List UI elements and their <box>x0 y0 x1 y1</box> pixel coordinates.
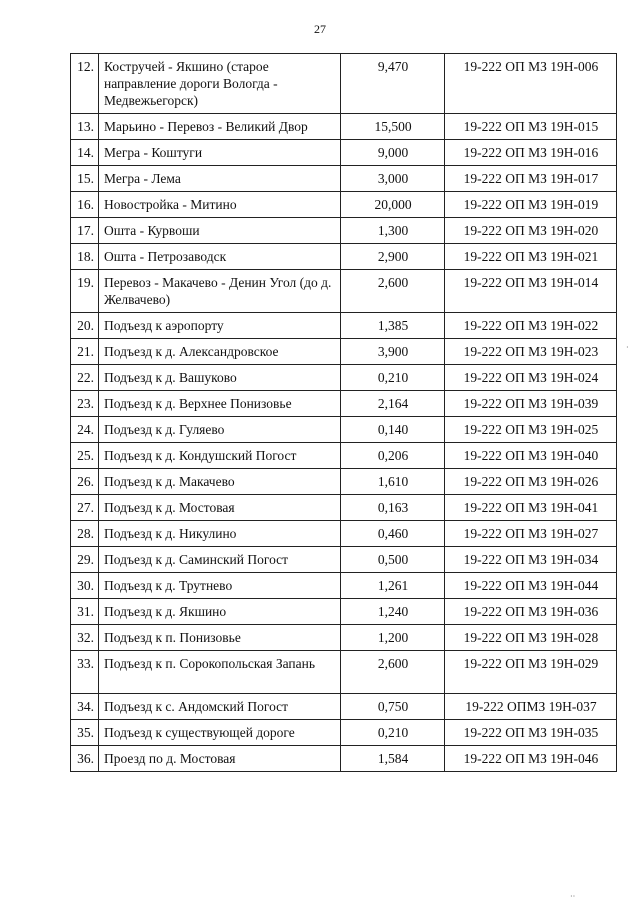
road-length: 0,206 <box>341 443 445 469</box>
road-length: 1,261 <box>341 573 445 599</box>
road-name: Подъезд к с. Андомский Погост <box>99 694 341 720</box>
road-length: 0,210 <box>341 365 445 391</box>
road-id-code: 19-222 ОП МЗ 19Н-016 <box>445 140 617 166</box>
table-row <box>71 746 617 772</box>
road-name: Подъезд к д. Никулино <box>99 521 341 547</box>
road-name: Ошта - Петрозаводск <box>99 244 341 270</box>
row-number: 19. <box>71 270 99 313</box>
table-row <box>71 166 617 192</box>
table-row <box>71 114 617 140</box>
road-length: 1,240 <box>341 599 445 625</box>
row-number: 27. <box>71 495 99 521</box>
row-number: 28. <box>71 521 99 547</box>
road-length: 9,000 <box>341 140 445 166</box>
row-number: 16. <box>71 192 99 218</box>
road-name: Марьино - Перевоз - Великий Двор <box>99 114 341 140</box>
row-number: 25. <box>71 443 99 469</box>
road-name: Ошта - Курвоши <box>99 218 341 244</box>
road-name: Проезд по д. Мостовая <box>99 746 341 772</box>
road-name: Новостройка - Митино <box>99 192 341 218</box>
row-number: 35. <box>71 720 99 746</box>
road-id-code: 19-222 ОП МЗ 19Н-023 <box>445 339 617 365</box>
table-row <box>71 140 617 166</box>
road-length: 3,000 <box>341 166 445 192</box>
road-name: Подъезд к д. Кондушский Погост <box>99 443 341 469</box>
row-number: 17. <box>71 218 99 244</box>
roads-table-body <box>71 54 617 772</box>
road-id-code: 19-222 ОП МЗ 19Н-014 <box>445 270 617 313</box>
row-number: 23. <box>71 391 99 417</box>
row-number: 18. <box>71 244 99 270</box>
road-name: Мегра - Коштуги <box>99 140 341 166</box>
scan-speck: ·· <box>570 892 576 901</box>
table-row <box>71 625 617 651</box>
row-number: 13. <box>71 114 99 140</box>
table-row <box>71 720 617 746</box>
road-id-code: 19-222 ОПМЗ 19Н-037 <box>445 694 617 720</box>
road-id-code: 19-222 ОП МЗ 19Н-020 <box>445 218 617 244</box>
road-name: Подъезд к д. Саминский Погост <box>99 547 341 573</box>
road-name: Подъезд к п. Сорокопольская Запань <box>99 651 341 694</box>
road-id-code: 19-222 ОП МЗ 19Н-041 <box>445 495 617 521</box>
row-number: 29. <box>71 547 99 573</box>
table-row <box>71 365 617 391</box>
road-name: Подъезд к существующей дороге <box>99 720 341 746</box>
road-name: Подъезд к д. Вашуково <box>99 365 341 391</box>
road-length: 2,600 <box>341 651 445 694</box>
road-id-code: 19-222 ОП МЗ 19Н-022 <box>445 313 617 339</box>
road-length: 0,750 <box>341 694 445 720</box>
table-row <box>71 443 617 469</box>
row-number: 15. <box>71 166 99 192</box>
scan-speck: · <box>626 343 629 352</box>
table-row <box>71 495 617 521</box>
road-length: 0,163 <box>341 495 445 521</box>
road-length: 15,500 <box>341 114 445 140</box>
table-row <box>71 218 617 244</box>
road-length: 1,584 <box>341 746 445 772</box>
table-row <box>71 339 617 365</box>
roads-table <box>70 53 617 772</box>
road-id-code: 19-222 ОП МЗ 19Н-024 <box>445 365 617 391</box>
road-length: 0,140 <box>341 417 445 443</box>
table-row <box>71 313 617 339</box>
table-row <box>71 573 617 599</box>
road-id-code: 19-222 ОП МЗ 19Н-019 <box>445 192 617 218</box>
table-row <box>71 270 617 313</box>
table-row <box>71 547 617 573</box>
road-name: Подъезд к д. Мостовая <box>99 495 341 521</box>
road-length: 1,385 <box>341 313 445 339</box>
road-id-code: 19-222 ОП МЗ 19Н-040 <box>445 443 617 469</box>
road-id-code: 19-222 ОП МЗ 19Н-027 <box>445 521 617 547</box>
road-id-code: 19-222 ОП МЗ 19Н-006 <box>445 54 617 114</box>
row-number: 26. <box>71 469 99 495</box>
road-id-code: 19-222 ОП МЗ 19Н-021 <box>445 244 617 270</box>
road-id-code: 19-222 ОП МЗ 19Н-017 <box>445 166 617 192</box>
road-length: 2,600 <box>341 270 445 313</box>
road-name: Подъезд к п. Понизовье <box>99 625 341 651</box>
road-length: 20,000 <box>341 192 445 218</box>
table-row <box>71 54 617 114</box>
road-length: 2,164 <box>341 391 445 417</box>
road-name: Перевоз - Макачево - Денин Угол (до д. Желвачево) <box>99 270 341 313</box>
page-number: 27 <box>314 22 326 36</box>
road-id-code: 19-222 ОП МЗ 19Н-026 <box>445 469 617 495</box>
road-name: Мегра - Лема <box>99 166 341 192</box>
road-length: 9,470 <box>341 54 445 114</box>
road-length: 0,500 <box>341 547 445 573</box>
road-length: 1,300 <box>341 218 445 244</box>
row-number: 21. <box>71 339 99 365</box>
road-length: 0,460 <box>341 521 445 547</box>
table-row <box>71 599 617 625</box>
road-name: Подъезд к д. Верхнее Понизовье <box>99 391 341 417</box>
row-number: 24. <box>71 417 99 443</box>
road-length: 1,610 <box>341 469 445 495</box>
road-length: 3,900 <box>341 339 445 365</box>
row-number: 30. <box>71 573 99 599</box>
table-row <box>71 651 617 694</box>
road-length: 1,200 <box>341 625 445 651</box>
row-number: 33. <box>71 651 99 694</box>
row-number: 31. <box>71 599 99 625</box>
road-id-code: 19-222 ОП МЗ 19Н-029 <box>445 651 617 694</box>
table-row <box>71 694 617 720</box>
row-number: 34. <box>71 694 99 720</box>
row-number: 14. <box>71 140 99 166</box>
road-name: Костручей - Якшино (старое направление дороги Вологда - Медвежьегорск) <box>99 54 341 114</box>
road-id-code: 19-222 ОП МЗ 19Н-035 <box>445 720 617 746</box>
road-name: Подъезд к д. Якшино <box>99 599 341 625</box>
row-number: 32. <box>71 625 99 651</box>
road-name: Подъезд к д. Трутнево <box>99 573 341 599</box>
road-id-code: 19-222 ОП МЗ 19Н-044 <box>445 573 617 599</box>
row-number: 36. <box>71 746 99 772</box>
road-id-code: 19-222 ОП МЗ 19Н-034 <box>445 547 617 573</box>
road-name: Подъезд к д. Макачево <box>99 469 341 495</box>
table-row <box>71 417 617 443</box>
road-name: Подъезд к аэропорту <box>99 313 341 339</box>
road-id-code: 19-222 ОП МЗ 19Н-046 <box>445 746 617 772</box>
road-id-code: 19-222 ОП МЗ 19Н-028 <box>445 625 617 651</box>
road-length: 0,210 <box>341 720 445 746</box>
row-number: 12. <box>71 54 99 114</box>
table-row <box>71 391 617 417</box>
table-row <box>71 192 617 218</box>
table-row <box>71 521 617 547</box>
row-number: 22. <box>71 365 99 391</box>
road-id-code: 19-222 ОП МЗ 19Н-036 <box>445 599 617 625</box>
road-length: 2,900 <box>341 244 445 270</box>
road-id-code: 19-222 ОП МЗ 19Н-025 <box>445 417 617 443</box>
table-row <box>71 469 617 495</box>
road-name: Подъезд к д. Гуляево <box>99 417 341 443</box>
road-name: Подъезд к д. Александровское <box>99 339 341 365</box>
row-number: 20. <box>71 313 99 339</box>
table-row <box>71 244 617 270</box>
road-id-code: 19-222 ОП МЗ 19Н-039 <box>445 391 617 417</box>
road-id-code: 19-222 ОП МЗ 19Н-015 <box>445 114 617 140</box>
